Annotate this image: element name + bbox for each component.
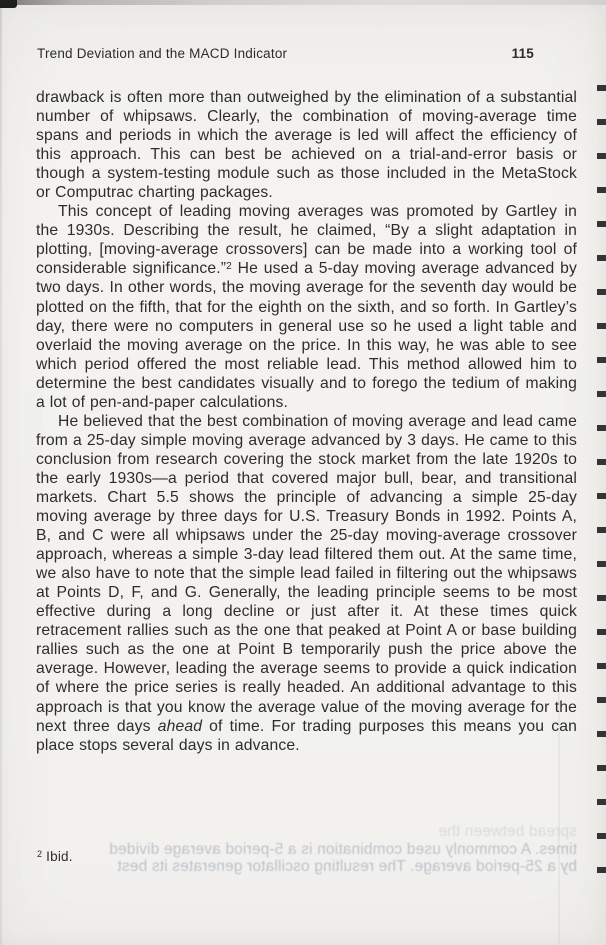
running-header bbox=[37, 46, 534, 61]
footnote-marker: 2 bbox=[37, 849, 43, 859]
bleed-through-line: times. A commonly used combination is a 5-period average divided bbox=[109, 841, 577, 858]
paragraph: This concept of leading moving averages was promoted by Gartley in the 1930s. Describing the result, he claimed, “By a slight adaptation in plotting, [moving-average crossovers] can be made into a working tool of considerable significance.”$^2$ He used a 5-day moving average advanced by two days. In other words, the moving average for the seventh day would be plotted on the fifth, that for the eighth on the sixth, and so forth. In Gartley’s day, there were no computers in general use so he used a light table and overlaid the moving average on the price. In this way, he was able to see which period offered the most reliable lead. This method allowed him to determine the best candidates visually and to forego the tedium of making a lot of pen-and-paper calculations. bbox=[36, 203, 577, 411]
bleed-through-line: spread between the bbox=[438, 823, 577, 840]
paragraph: drawback is often more than outweighed by the elimination of a substantial number of whipsaws. Clearly, the combination of moving-average time spans and periods in which the average is led will affect the efficiency of this approach. This can best be achieved on a trial-and-error basis or though a system-testing module such as those included in the MetaStock or Computrac charting packages. bbox=[36, 89, 577, 202]
scan-right-edge-marks bbox=[597, 85, 606, 877]
scan-corner-mark bbox=[0, 0, 17, 8]
body-text bbox=[36, 88, 577, 755]
scan-left-edge-line bbox=[0, 0, 2, 945]
footnote-text: Ibid. bbox=[46, 849, 73, 864]
footnote bbox=[37, 849, 73, 864]
paragraph: He believed that the best combination of moving average and lead came from a 25-day simple moving average advanced by 3 days. He came to this conclusion from research covering the stock market from the late 1920s to the early 1930s—a period that covered major bull, bear, and transitional markets. Chart 5.5 shows the principle of advancing a simple 25-day moving average by three days for U.S. Treasury Bonds in 1992. Points A, B, and C were all whipsaws under the 25-day moving-average crossover approach, whereas a simple 3-day lead filtered them out. At the same time, we also have to note that the simple lead failed in filtering out the whipsaws at Points D, F, and G. Generally, the leading principle seems to be most effective during a long decline or just after it. At these times quick retracement rallies such as the one that peaked at Point A or base building rallies such as the one at Point B temporarily push the price above the average. However, leading the average seems to provide a quick indication of where the price series is really headed. An additional advantage to this approach is that you know the average value of the moving average for the next three days ahead of time. For trading purposes this means you can place stops several days in advance. bbox=[36, 412, 577, 754]
header-title: Trend Deviation and the MACD Indicator bbox=[37, 46, 288, 61]
page-number: 115 bbox=[511, 46, 534, 61]
scan-top-edge-shadow bbox=[0, 0, 606, 5]
bleed-through-line: by a 25-period average. The resulting oscillator generates its best bbox=[117, 858, 577, 875]
